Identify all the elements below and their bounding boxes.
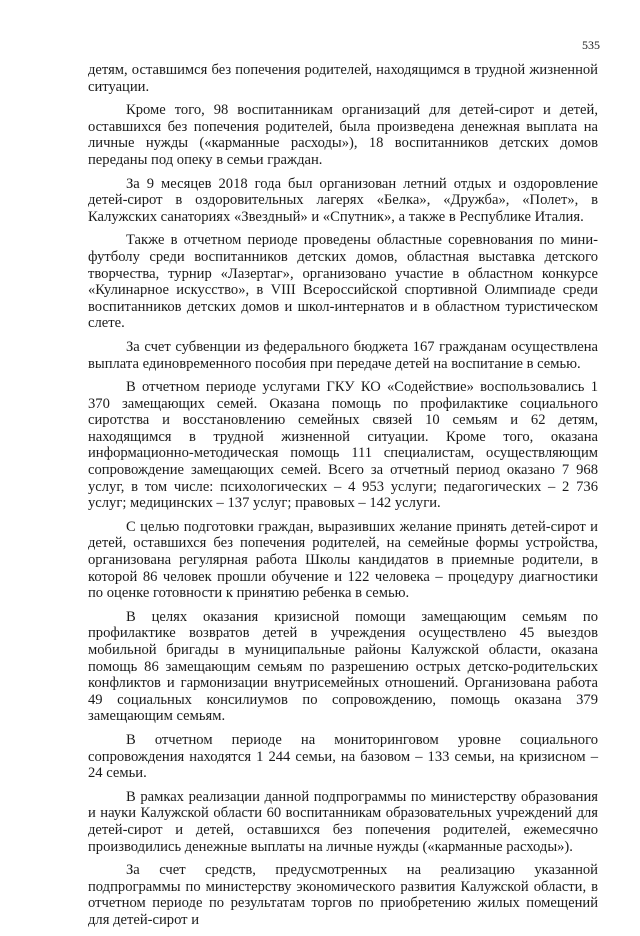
paragraph-competitions: Также в отчетном периоде проведены областные соревнования по мини-футболу среди воспитанников детских домов, областная выставка детского творчества, турнир «Лазертаг», организовано участие в областном конкурсе «Кулинарное искусство», в VIII Всероссийской спортивной Олимпиаде среди воспитанников детских домов и школ-интернатов и в областном туристическом слете. [88, 232, 598, 332]
paragraph-pocket-money: Кроме того, 98 воспитанникам организаций для детей-сирот и детей, оставшихся без попечения родителей, была произведена денежная выплата на личные нужды («карманные расходы»), 18 воспитанников детских домов переданы под опеку в семьи граждан. [88, 102, 598, 168]
paragraph-summer-rest: За 9 месяцев 2018 года был организован летний отдых и оздоровление детей-сирот в оздоровительных лагерях «Белка», «Дружба», «Полет», в Калужских санаториях «Звездный» и «Спутник», а также в Республике Италия. [88, 175, 598, 225]
paragraph-foster-school: С целью подготовки граждан, выразивших желание принять детей-сирот и детей, оставшихся без попечения родителей, на семейные формы устройства, организована регулярная работа Школы кандидатов в приемные родители, в которой 86 человек прошли обучение и 122 человека – процедуру диагностики по оценке готовности к принятию ребенка в семью. [88, 518, 598, 602]
paragraph-sodeystvie-services: В отчетном периоде услугами ГКУ КО «Содействие» воспользовались 1 370 замещающих семей. Оказана помощь по профилактике социального сиротства и восстановлению семейных связей 10 семьям и 62 детям, находящимся в трудной жизненной ситуации. Кроме того, оказана информационно-методическая помощь 111 специалистам, осуществляющим сопровождение замещающих семей. Всего за отчетный период оказано 7 968 услуг, в том числе: психологических – 4 953 услуги; педагогических – 2 736 услуг; медицинских – 137 услуг; правовых – 142 услуги. [88, 379, 598, 512]
document-body [88, 62, 598, 936]
paragraph-continuation: детям, оставшимся без попечения родителей, находящимся в трудной жизненной ситуации. [88, 62, 598, 95]
paragraph-federal-subvention: За счет субвенции из федерального бюджета 167 гражданам осуществлена выплата единовременного пособия при передаче детей на воспитание в семью. [88, 338, 598, 372]
paragraph-economic-ministry: За счет средств, предусмотренных на реализацию указанной подпрограммы по министерству экономического развития Калужской области, в отчетном периоде по результатам торгов по приобретению жилых помещений для детей-сирот и [88, 862, 598, 928]
paragraph-education-ministry: В рамках реализации данной подпрограммы по министерству образования и науки Калужской области 60 воспитанникам образовательных учреждений для детей-сирот и детей, оставшихся без попечения родителей, ежемесячно производились денежные выплаты на личные нужды («карманные расходы»). [88, 788, 598, 855]
paragraph-monitoring-levels: В отчетном периоде на мониторинговом уровне социального сопровождения находятся 1 244 семьи, на базовом – 133 семьи, на кризисном – 24 семьи. [88, 731, 598, 782]
paragraph-crisis-help: В целях оказания кризисной помощи замещающим семьям по профилактике возвратов детей в учреждения осуществлено 45 выездов мобильной бригады в муниципальные районы Калужской области, оказана помощь 86 замещающим семьям по разрешению острых детско-родительских конфликтов и гармонизации внутрисемейных отношений. Организована работа 49 социальных консилиумов по сопровождению, помощь оказана 379 замещающим семьям. [88, 608, 598, 725]
page-number: 535 [582, 38, 600, 52]
